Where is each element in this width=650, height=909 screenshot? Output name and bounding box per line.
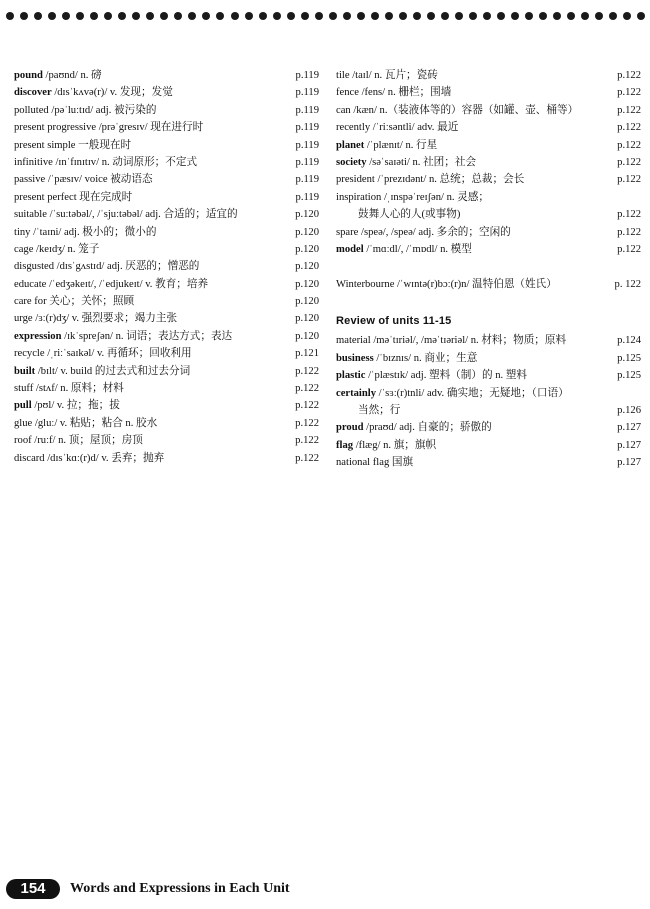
entry-text [336,385,569,402]
border-dot [76,12,84,20]
word-entry [336,84,641,101]
page-reference: p.122 [295,417,319,429]
page-reference: p.119 [295,156,319,168]
entry-definition: /dɪsˈkʌvə(r)/ v. 发现；发觉 [51,87,173,99]
entry-text [14,293,134,310]
entry-definition: /məˈtɪriəl/, /məˈtɪəriəl/ n. 材料；物质；原料 [370,335,567,347]
word-entry [14,258,319,275]
word-entry [336,189,641,206]
page-reference: p.119 [295,139,319,151]
entry-definition: /speə/, /speə/ adj. 多余的；空闲的 [358,226,511,238]
border-dot [48,12,56,20]
page-reference: p.122 [295,365,319,377]
entry-text [14,154,197,171]
border-dot [343,12,351,20]
border-dot [511,12,519,20]
word-entry [14,241,319,258]
border-dot [329,12,337,20]
word-entry [336,171,641,188]
entry-text [336,241,472,258]
word-entry [14,171,319,188]
headword: educate [14,278,47,290]
border-dot [160,12,168,20]
entry-text [14,363,190,380]
word-entry [336,419,641,436]
entry-text [336,402,400,419]
headword: present progressive [14,122,97,134]
border-dot [315,12,323,20]
word-entry [14,328,319,345]
border-dot [637,12,645,20]
border-dot [146,12,154,20]
word-entry [14,189,319,206]
section-heading: Review of units 11-15 [336,315,452,328]
word-entry [14,432,319,449]
entry-text [336,332,566,349]
page-reference: p.120 [295,243,319,255]
word-entry [336,241,641,258]
page-reference: p.122 [295,435,319,447]
footer-title: Words and Expressions in Each Unit [70,881,290,896]
entry-definition: /ˈplænɪt/ n. 行星 [364,139,438,151]
headword: spare [336,226,359,238]
word-entry [14,119,319,136]
entry-definition: /pʊl/ v. 拉；拖；拔 [31,400,120,412]
entry-text [336,350,477,367]
border-dot [455,12,463,20]
entry-text [14,415,157,432]
headword: infinitive [14,156,53,168]
word-entry [336,402,641,419]
word-entry [336,276,641,293]
word-entry [14,345,319,362]
word-entry [336,454,641,471]
entry-text [14,328,232,345]
entry-text [14,450,164,467]
border-dot [245,12,253,20]
entry-definition: /ˈsɜː(r)tnli/ adv. 确实地；无疑地；（口语） [376,387,569,399]
headword: president [336,174,375,186]
entry-text [14,137,131,154]
headword: present simple [14,139,76,151]
entry-definition: /keɪdʒ/ n. 笼子 [33,243,100,255]
border-dot [441,12,449,20]
word-entry [336,350,641,367]
entry-definition: /ˌriːˈsaɪkəl/ v. 再循环；回收利用 [44,348,192,360]
headword: national flag [336,457,390,469]
border-dot [132,12,140,20]
headword: flag [336,439,354,451]
headword: tile [336,70,350,81]
page-reference: p.127 [617,422,641,434]
entry-text [14,102,156,119]
border-dot [427,12,435,20]
page-reference: p.124 [617,335,641,347]
border-dot [62,12,70,20]
word-entry [14,137,319,154]
headword: pull [14,400,32,412]
page-reference: p.122 [617,139,641,151]
entry-definition: 鼓舞人心的人(或事物) [358,209,461,221]
entry-definition: /praʊd/ adj. 自豪的；骄傲的 [363,422,492,434]
border-dot [6,12,14,20]
entry-text [336,367,527,384]
page-reference: p. 122 [614,278,641,290]
word-entry [14,224,319,241]
border-dot [497,12,505,20]
border-dot [301,12,309,20]
page-reference: p.120 [295,313,319,325]
page-reference: p.120 [295,278,319,290]
headword: plastic [336,370,366,382]
page-reference: p.119 [295,174,319,186]
left-column [14,67,319,467]
border-dot [483,12,491,20]
headword: cage [14,243,34,255]
word-entry [336,385,641,402]
border-dot [118,12,126,20]
page-reference: p.119 [295,87,319,99]
entry-definition: 现在完成时 [76,191,133,203]
page-reference: p.122 [617,104,641,116]
border-dot [174,12,182,20]
entry-definition: /pəˈluːtɪd/ adj. 被污染的 [48,104,157,116]
border-dot [623,12,631,20]
page-reference: p.122 [617,174,641,186]
border-dot [553,12,561,20]
entry-text [336,102,578,119]
page-reference: p.127 [617,457,641,469]
word-entry [336,154,641,171]
page-reference: p.122 [295,452,319,464]
word-entry [14,380,319,397]
entry-definition: /ˈriːsəntli/ adv. 最近 [370,122,459,134]
entry-definition: /ɪkˈspreʃən/ n. 词语；表达方式；表达 [61,330,233,342]
headword: planet [336,139,365,151]
word-entry [336,102,641,119]
entry-definition: /ruːf/ n. 顶；屋顶；房顶 [31,435,143,447]
entry-text [336,67,438,84]
entry-text [336,437,436,454]
headword: discover [14,87,52,99]
entry-definition: /səˈsaɪəti/ n. 社团；社会 [366,156,477,168]
entry-definition: /ɜː(r)dʒ/ v. 强烈要求；竭力主张 [32,313,178,325]
entry-text [336,84,451,101]
headword: fence [336,87,359,99]
headword: built [14,365,36,377]
entry-text [336,419,492,436]
entry-definition: /fens/ n. 栅栏；围墙 [358,87,452,99]
entry-definition: /bɪlt/ v. build 的过去式和过去分词 [35,365,191,377]
entry-definition: /ˈbɪznɪs/ n. 商业；生意 [373,352,478,364]
entry-definition: /ˈtaɪni/ adj. 极小的；微小的 [30,226,157,238]
entry-definition: 一般现在时 [75,139,132,151]
entry-text [14,206,238,223]
headword: discard [14,452,45,464]
entry-definition: 当然；行 [358,405,401,417]
headword: business [336,352,374,364]
word-entry [14,450,319,467]
page-reference: p.122 [617,87,641,99]
page-reference: p.120 [295,296,319,308]
entry-definition: /ɪnˈfɪnɪtɪv/ n. 动词原形；不定式 [52,156,198,168]
border-dot [581,12,589,20]
page-reference: p.119 [295,70,319,81]
border-dot [90,12,98,20]
border-dot [385,12,393,20]
page-reference: p.127 [617,439,641,451]
headword: tiny [14,226,31,238]
headword: society [336,156,367,168]
word-entry [14,397,319,414]
page-reference: p.122 [617,209,641,221]
entry-definition: /ˈwɪntə(r)bɔː(r)n/ 温特伯恩（姓氏） [394,278,557,290]
right-column-entries-bottom [336,332,641,471]
headword: can [336,104,351,116]
word-entry [336,224,641,241]
entry-text [14,189,132,206]
page-reference: p.126 [617,405,641,417]
entry-definition: /ˈprezɪdənt/ n. 总统；总裁；会长 [374,174,525,186]
page-reference: p.119 [295,191,319,203]
headword: disgusted [14,261,55,273]
entry-text [14,276,208,293]
border-dot [609,12,617,20]
border-dot [273,12,281,20]
page-reference: p.122 [617,226,641,238]
border-dot [34,12,42,20]
entry-definition: /dɪsˈkɑː(r)d/ v. 丢弃；抛弃 [44,452,165,464]
word-entry [14,276,319,293]
page-reference: p.122 [617,70,641,81]
word-entry [14,415,319,432]
headword: inspiration [336,191,382,203]
word-entry [336,332,641,349]
entry-text [14,241,99,258]
border-dot [216,12,224,20]
headword: glue [14,417,33,429]
word-entry [336,206,641,223]
entry-text [336,206,460,223]
entry-text [14,310,177,327]
border-dot [202,12,210,20]
entry-definition: /flæg/ n. 旗；旗帜 [353,439,437,451]
entry-definition: /ˈedʒəkeɪt/, /ˈedjukeɪt/ v. 教育；培养 [46,278,209,290]
word-entry [14,293,319,310]
border-dot [287,12,295,20]
word-entry [336,437,641,454]
headword: pound [14,70,43,81]
page-reference: p.122 [617,243,641,255]
border-dot [539,12,547,20]
headword: proud [336,422,364,434]
entry-definition: /kæn/ n.（装液体等的）容器（如罐、壶、桶等） [350,104,579,116]
headword: polluted [14,104,49,116]
border-dot [595,12,603,20]
entry-definition: 关心；关怀；照顾 [46,296,135,308]
headword: present perfect [14,191,77,203]
right-column-entries-top [336,67,641,258]
border-dot [399,12,407,20]
border-dot [413,12,421,20]
headword: suitable [14,209,47,221]
entry-text [14,432,143,449]
entry-text [336,137,437,154]
word-entry [336,367,641,384]
page-reference: p.121 [295,348,319,360]
entry-definition: /stʌf/ n. 原料；材料 [33,383,124,395]
page-reference: p.122 [617,156,641,168]
headword: expression [14,330,62,342]
border-dot [357,12,365,20]
page-reference: p.120 [295,209,319,221]
page-reference: p.120 [295,330,319,342]
entry-definition: /ˈmɑːdl/, /ˈmɒdl/ n. 模型 [363,243,472,255]
entry-text [336,154,476,171]
page-reference: p.119 [295,104,319,116]
entry-definition: /ˈplæstɪk/ adj. 塑料（制）的 n. 塑料 [365,370,527,382]
headword: Winterbourne [336,278,395,290]
word-entry [14,84,319,101]
headword: recently [336,122,371,134]
right-column-entries-mid [336,276,641,293]
entry-text [336,189,489,206]
decorative-dot-border [6,9,646,23]
entry-text [14,397,120,414]
page-number-badge: 154 [6,879,60,899]
word-entry [14,102,319,119]
border-dot [20,12,28,20]
headword: model [336,243,364,255]
border-dot [231,12,239,20]
word-entry [14,154,319,171]
word-entry [14,310,319,327]
entry-text [336,171,524,188]
entry-definition: /gluː/ v. 粘贴；粘合 n. 胶水 [32,417,158,429]
entry-definition: /taɪl/ n. 瓦片；瓷砖 [349,70,438,81]
headword: care for [14,296,47,308]
entry-definition: /prəˈgresɪv/ 现在进行时 [96,122,204,134]
entry-text [14,67,102,84]
page-reference: p.119 [295,122,319,134]
headword: roof [14,435,32,447]
page-reference: p.120 [295,226,319,238]
page-reference: p.125 [617,370,641,382]
right-column [336,67,641,472]
headword: urge [14,313,33,325]
word-entry [336,119,641,136]
headword: stuff [14,383,34,395]
word-entry [14,67,319,84]
page-reference: p.122 [617,122,641,134]
entry-text [336,454,413,471]
page-reference: p.125 [617,352,641,364]
page-footer [6,878,290,900]
entry-text [336,224,511,241]
entry-definition: 国旗 [389,457,414,469]
page-reference: p.120 [295,261,319,273]
entry-text [14,84,173,101]
headword: recycle [14,348,45,360]
entry-text [14,171,153,188]
entry-definition: /paʊnd/ n. 磅 [42,70,102,81]
entry-text [14,380,124,397]
word-entry [336,67,641,84]
entry-text [336,276,557,293]
entry-text [14,258,199,275]
word-entry [14,206,319,223]
word-entry [14,363,319,380]
entry-definition: /ˈsuːtəbəl/, /ˈsjuːtəbəl/ adj. 合适的；适宜的 [46,209,238,221]
entry-definition: /dɪsˈgʌstɪd/ adj. 厌恶的；憎恶的 [54,261,200,273]
page-reference: p.122 [295,400,319,412]
spacer [336,258,641,275]
word-entry [336,137,641,154]
headword: passive [14,174,46,186]
entry-definition: /ˈpæsɪv/ voice 被动语态 [45,174,153,186]
headword: certainly [336,387,377,399]
border-dot [188,12,196,20]
entry-text [14,224,156,241]
entry-text [336,119,458,136]
border-dot [104,12,112,20]
border-dot [525,12,533,20]
border-dot [469,12,477,20]
entry-definition: /ˌɪnspəˈreɪʃən/ n. 灵感； [381,191,490,203]
border-dot [259,12,267,20]
border-dot [567,12,575,20]
headword: material [336,335,371,347]
border-dot [371,12,379,20]
spacer [336,293,641,310]
entry-text [14,119,203,136]
page-reference: p.122 [295,383,319,395]
entry-text [14,345,192,362]
